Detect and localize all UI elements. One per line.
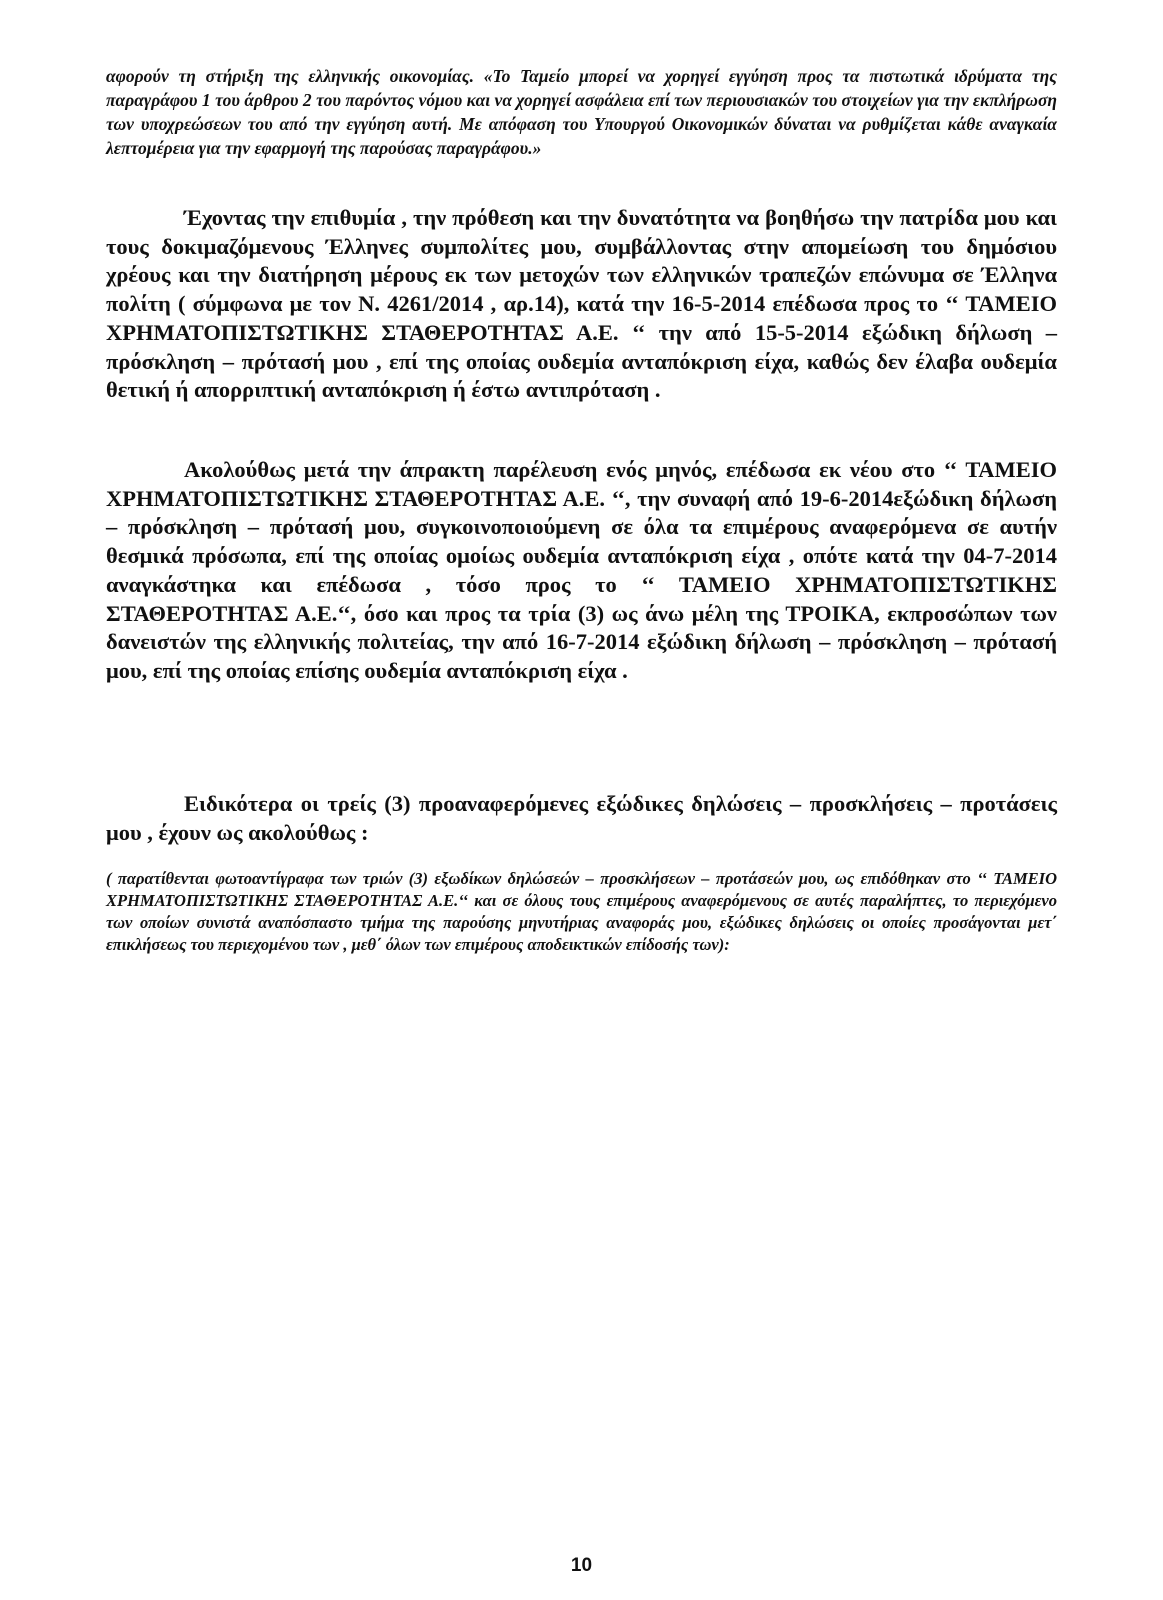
page-number: 10 (570, 1555, 593, 1576)
quoted-law-paragraph: αφορούν τη στήριξη της ελληνικής οικονομίας. «Το Ταμείο μπορεί να χορηγεί εγγύηση προς τα πιστωτικά ιδρύματα της παραγράφου 1 του άρθρου 2 του παρόντος νόμου και να χορηγεί ασφάλεια επί των περιουσιακών του στοιχείων για την εκπλήρωση των υποχρεώσεων του από την εγγύηση αυτή. Με απόφαση του Υπουργού Οικονομικών δύναται να ρυθμίζεται κάθε αναγκαία λεπτομέρεια για την εφαρμογή της παρούσας παραγράφου.» (106, 66, 1057, 158)
attachments-note-paragraph: ( παρατίθενται φωτοαντίγραφα των τριών (3) εξωδίκων δηλώσεών – προσκλήσεων – προτάσεών μου, ως επιδόθηκαν στο ‘‘ ΤΑΜΕΙΟ ΧΡΗΜΑΤΟΠΙΣΤΩΤΙΚΗΣ ΣΤΑΘΕΡΟΤΗΤΑΣ Α.Ε.‘‘ και σε όλους τους επιμέρους αναφερόμενους σε αυτές παραλήπτες, το περιεχόμενο των οποίων συνιστά αναπόσπαστο τμήμα της παρούσης μηνυτήριας αναφοράς μου, εξώδικες δηλώσεις οι οποίες προσάγονται μετ΄ επικλήσεως του περιεχομένου των , μεθ΄ όλων των επιμέρους αποδεικτικών επίδοσής των): (106, 869, 1057, 954)
body-paragraph-3: Ειδικότερα οι τρείς (3) προαναφερόμενες εξώδικες δηλώσεις – προσκλήσεις – προτάσεις μου , έχουν ως ακολούθως : (106, 791, 1057, 845)
body-paragraph-1: Έχοντας την επιθυμία , την πρόθεση και την δυνατότητα να βοηθήσω την πατρίδα μου και τους δοκιμαζόμενους Έλληνες συμπολίτες μου, συμβάλλοντας στην απομείωση του δημόσιου χρέους και την διατήρηση μέρους εκ των μετοχών των ελληνικών τραπεζών επώνυμα σε Έλληνα πολίτη ( σύμφωνα με τον Ν. 4261/2014 , αρ.14), κατά την 16-5-2014 επέδωσα προς το ‘‘ ΤΑΜΕΙΟ ΧΡΗΜΑΤΟΠΙΣΤΩΤΙΚΗΣ ΣΤΑΘΕΡΟΤΗΤΑΣ Α.Ε. ‘‘ την από 15-5-2014 εξώδικη δήλωση – πρόσκληση – πρότασή μου , επί της οποίας ουδεμία ανταπόκριση είχα, καθώς δεν έλαβα ουδεμία θετική ή απορριπτική ανταπόκριση ή έστω αντιπρόταση . (106, 205, 1057, 403)
body-paragraph-2: Ακολούθως μετά την άπρακτη παρέλευση ενός μηνός, επέδωσα εκ νέου στο ‘‘ ΤΑΜΕΙΟ ΧΡΗΜΑΤΟΠΙΣΤΩΤΙΚΗΣ ΣΤΑΘΕΡΟΤΗΤΑΣ Α.Ε. ‘‘, την συναφή από 19-6-2014εξώδικη δήλωση – πρόσκληση – πρότασή μου, συγκοινοποιούμενη σε όλα τα επιμέρους αναφερόμενα σε αυτήν θεσμικά πρόσωπα, επί της οποίας ομοίως ουδεμία ανταπόκριση είχα , οπότε κατά την 04-7-2014 αναγκάστηκα και επέδωσα , τόσο προς το ‘‘ ΤΑΜΕΙΟ ΧΡΗΜΑΤΟΠΙΣΤΩΤΙΚΗΣ ΣΤΑΘΕΡΟΤΗΤΑΣ Α.Ε.‘‘, όσο και προς τα τρία (3) ως άνω μέλη της ΤΡΟΙΚΑ, εκπροσώπων των δανειστών της ελληνικής πολιτείας, την από 16-7-2014 εξώδικη δήλωση – πρόσκληση – πρότασή μου, επί της οποίας επίσης ουδεμία ανταπόκριση είχα . (106, 457, 1057, 683)
